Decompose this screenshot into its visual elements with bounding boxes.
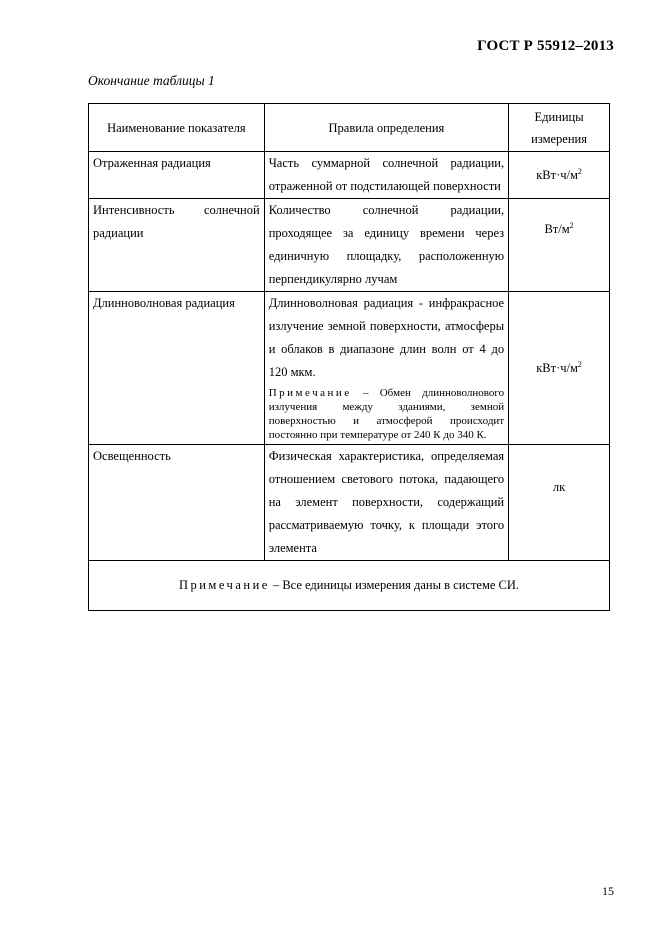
unit-exponent: 2: [569, 221, 574, 230]
unit-exponent: 2: [577, 359, 582, 369]
indicator-rule: Физическая характеристика, определяемая отношением светового потока, падающего на элемент поверхности, содержащий рассматриваемую точку, к площади этого элемента: [264, 445, 508, 561]
indicator-rule-cell: [264, 292, 508, 445]
indicator-name: Отраженная радиация: [89, 152, 265, 199]
unit-base: Вт/м: [544, 222, 570, 237]
indicators-table: [88, 103, 610, 611]
unit-exponent: 2: [577, 166, 582, 176]
footnote-label: Примечание: [178, 578, 270, 592]
table-header-row: [89, 104, 610, 152]
table-row: [89, 445, 610, 561]
indicator-rule: Количество солнечной радиации, проходящее за единицу времени через единичную площадку, расположенную перпендикулярно лучам: [264, 199, 508, 292]
row-note-text: – Обмен длинноволнового излучения между зданиями, земной поверхностью и атмосферой происходит постоянно при температуре от 240 К до 340 К.: [268, 387, 505, 441]
footnote-text: – Все единицы измерения даны в системе СИ.: [269, 578, 520, 592]
indicator-unit: [509, 445, 610, 561]
row-note: [269, 386, 504, 442]
table-row: [89, 292, 610, 445]
table-footnote: [89, 561, 610, 611]
table-footnote-row: [89, 561, 610, 611]
table-caption: Окончание таблицы 1: [88, 73, 215, 88]
page-number: 15: [602, 884, 614, 898]
indicator-rule: Длинноволновая радиация - инфракрасное излучение земной поверхности, атмосферы и облаков в диапазоне длин волн от 4 до 120 мкм.: [268, 296, 505, 379]
column-header-rule: Правила определения: [264, 104, 508, 152]
indicator-unit: [509, 152, 610, 199]
unit-base: кВт·ч/м: [536, 168, 578, 183]
column-header-name: Наименование показателя: [89, 104, 265, 152]
unit-base: лк: [552, 480, 566, 495]
indicator-unit: [509, 292, 610, 445]
indicator-name: Интенсивность солнечной радиации: [89, 199, 265, 292]
row-note-label: Примечание: [268, 387, 352, 399]
indicator-unit: [509, 199, 610, 292]
indicator-name: Освещенность: [89, 445, 265, 561]
column-header-unit: Единицы измерения: [509, 104, 610, 152]
indicator-rule: Часть суммарной солнечной радиации, отраженной от подстилающей поверхности: [264, 152, 508, 199]
table-row: [89, 152, 610, 199]
indicator-name: Длинноволновая радиация: [89, 292, 265, 445]
unit-base: кВт·ч/м: [536, 361, 578, 376]
standard-code-header: ГОСТ Р 55912–2013: [477, 38, 614, 54]
table-row: [89, 199, 610, 292]
